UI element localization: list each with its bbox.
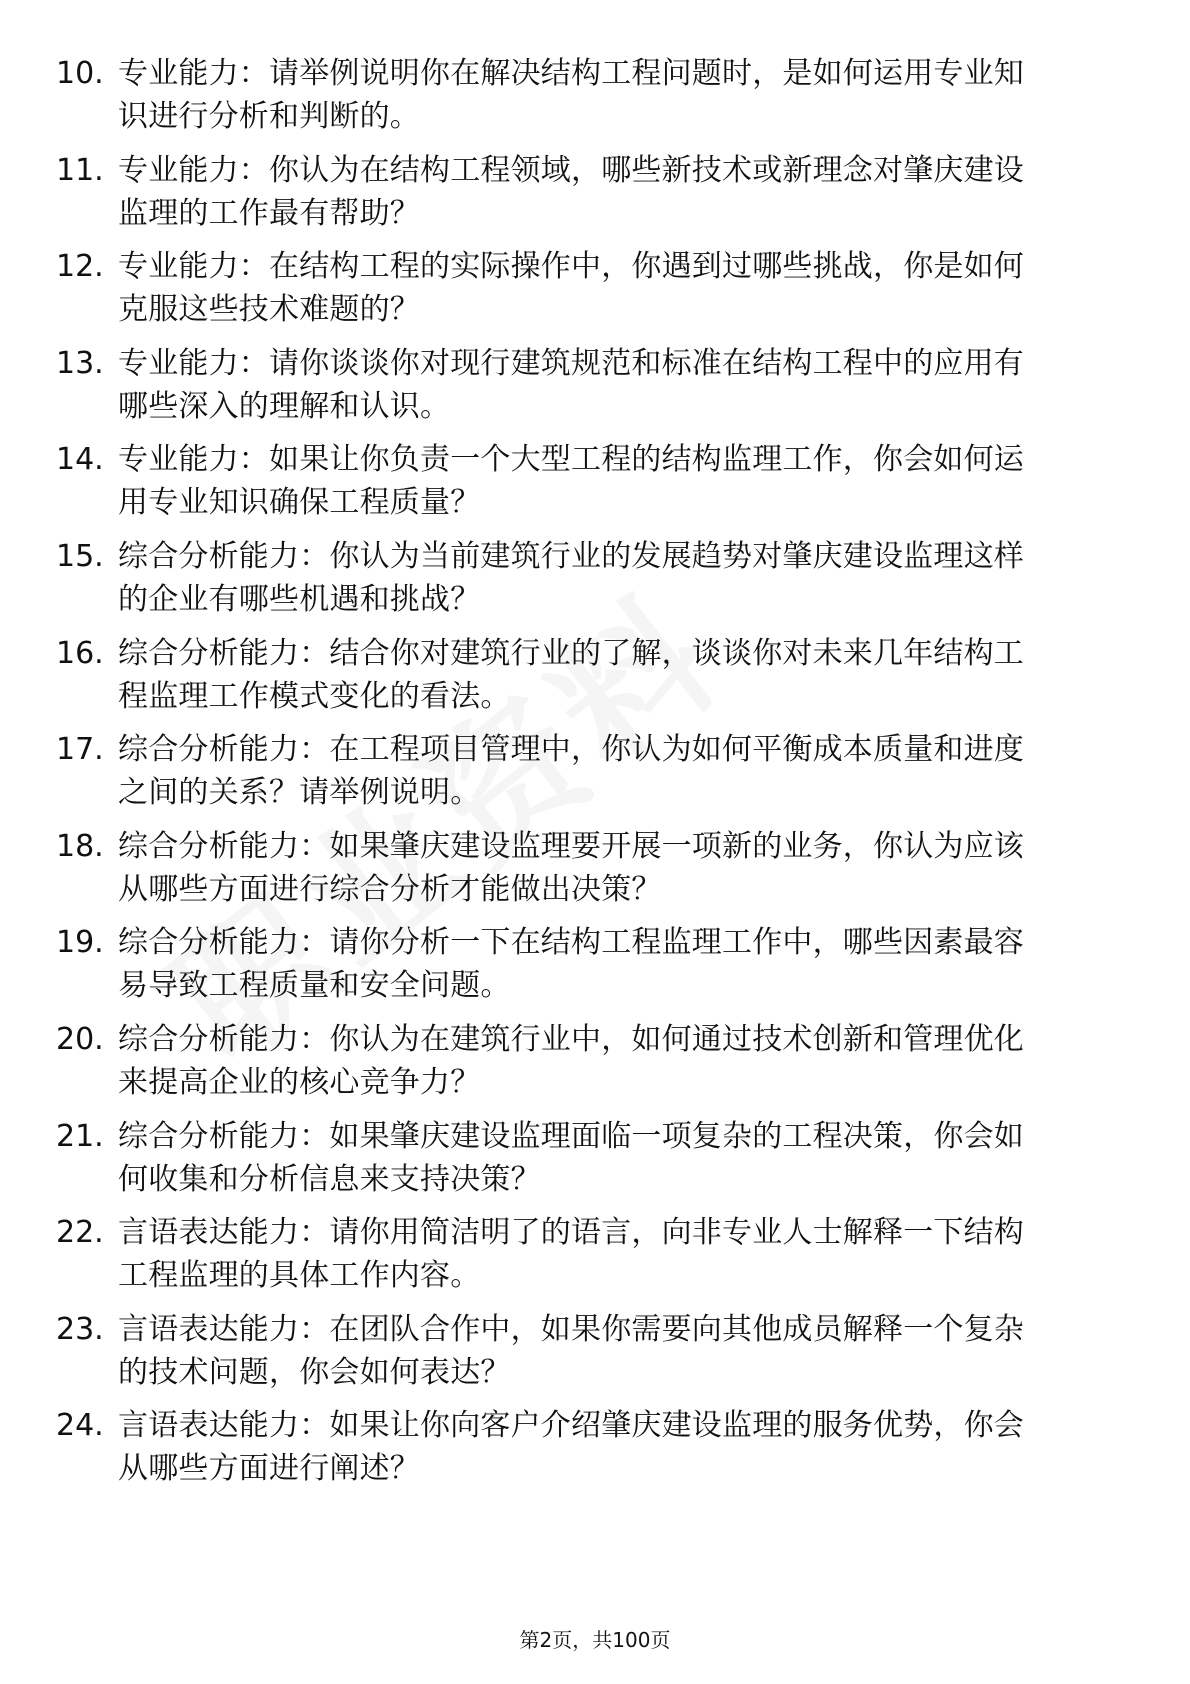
question-text: 综合分析能力：请你分析一下在结构工程监理工作中，哪些因素最容易导致工程质量和安全问题。	[118, 925, 1024, 1004]
question-text: 专业能力：请你谈谈你对现行建筑规范和标准在结构工程中的应用有哪些深入的理解和认识。	[118, 345, 1024, 424]
question-number: 23.	[56, 1311, 104, 1347]
question-text: 言语表达能力：如果让你向客户介绍肇庆建设监理的服务优势，你会从哪些方面进行阐述？	[118, 1408, 1024, 1487]
question-number: 17.	[56, 732, 104, 768]
question-text: 综合分析能力：你认为在建筑行业中，如何通过技术创新和管理优化来提高企业的核心竞争力？	[118, 1021, 1024, 1100]
question-text: 综合分析能力：在工程项目管理中，你认为如何平衡成本质量和进度之间的关系？请举例说明。	[118, 732, 1024, 811]
question-text: 综合分析能力：如果肇庆建设监理面临一项复杂的工程决策，你会如何收集和分析信息来支持决策？	[118, 1118, 1024, 1197]
question-number: 18.	[56, 828, 104, 864]
question-item	[0, 52, 1190, 149]
question-text: 专业能力：你认为在结构工程领域，哪些新技术或新理念对肇庆建设监理的工作最有帮助？	[118, 152, 1024, 231]
question-number: 14.	[56, 442, 104, 478]
question-item	[0, 1211, 1190, 1308]
question-text: 专业能力：如果让你负责一个大型工程的结构监理工作，你会如何运用专业知识确保工程质量？	[118, 442, 1024, 521]
question-number: 11.	[56, 152, 104, 188]
question-number: 12.	[56, 249, 104, 285]
question-item	[0, 1018, 1190, 1115]
question-text: 综合分析能力：如果肇庆建设监理要开展一项新的业务，你认为应该从哪些方面进行综合分析才能做出决策？	[118, 828, 1024, 907]
question-item	[0, 825, 1190, 922]
question-text: 综合分析能力：结合你对建筑行业的了解，谈谈你对未来几年结构工程监理工作模式变化的看法。	[118, 635, 1024, 714]
question-item	[0, 535, 1190, 632]
question-item	[0, 342, 1190, 439]
question-number: 19.	[56, 925, 104, 961]
question-number: 22.	[56, 1215, 104, 1251]
question-item	[0, 149, 1190, 246]
question-text: 综合分析能力：你认为当前建筑行业的发展趋势对肇庆建设监理这样的企业有哪些机遇和挑战？	[118, 538, 1024, 617]
question-text: 专业能力：请举例说明你在解决结构工程问题时，是如何运用专业知识进行分析和判断的。	[118, 56, 1024, 134]
question-number: 20.	[56, 1021, 104, 1057]
question-item	[0, 632, 1190, 729]
page-footer	[0, 1626, 1190, 1654]
question-number: 16.	[56, 635, 104, 671]
question-list	[0, 52, 1190, 1501]
question-number: 24.	[56, 1408, 104, 1444]
question-item	[0, 921, 1190, 1018]
question-number: 10.	[56, 56, 104, 91]
question-item	[0, 438, 1190, 535]
question-item	[0, 1308, 1190, 1405]
question-item	[0, 245, 1190, 342]
question-number: 21.	[56, 1118, 104, 1154]
question-item	[0, 1115, 1190, 1212]
question-item	[0, 1404, 1190, 1501]
question-text: 言语表达能力：请你用简洁明了的语言，向非专业人士解释一下结构工程监理的具体工作内容。	[118, 1215, 1024, 1294]
question-number: 13.	[56, 345, 104, 381]
question-text: 专业能力：在结构工程的实际操作中，你遇到过哪些挑战，你是如何克服这些技术难题的？	[118, 249, 1024, 328]
page-number-label: 第2页，共100页	[519, 1628, 671, 1652]
question-item	[0, 728, 1190, 825]
question-text: 言语表达能力：在团队合作中，如果你需要向其他成员解释一个复杂的技术问题，你会如何表达？	[118, 1311, 1024, 1390]
question-number: 15.	[56, 538, 104, 574]
